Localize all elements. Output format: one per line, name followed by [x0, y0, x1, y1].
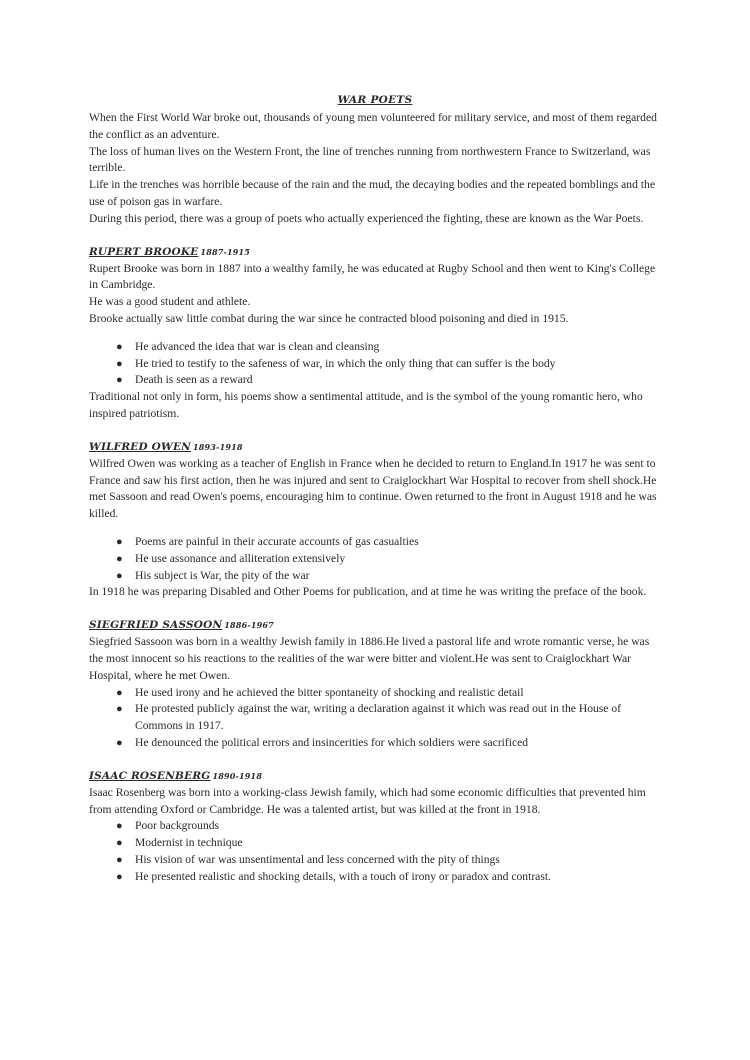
poet-name-rosenberg: ISAAC ROSENBERG [89, 769, 211, 782]
bullet-icon: ● [116, 552, 123, 565]
list-item [116, 372, 661, 389]
section-heading-sassoon [89, 617, 661, 634]
sassoon-paragraph-1: Siegfried Sassoon was born in a wealthy Jewish family in 1886.He lived a pastoral life and wrote romantic verse, he was the most innocent so his reactions to the realities of the war were bitter and violent.He was sent to Craiglockhart War Hospital, where he met Owen. [89, 635, 650, 682]
poet-name-brooke: RUPERT BROOKE [89, 245, 199, 258]
list-item [116, 356, 661, 373]
brooke-paragraph-1: Rupert Brooke was born in 1887 into a wealthy family, he was educated at Rugby School and then went to King's College in Cambridge. [89, 261, 656, 292]
sassoon-bullet-list [89, 685, 661, 752]
list-item [116, 568, 661, 585]
intro-paragraph-1: When the First World War broke out, thousands of young men volunteered for military service, and most of them regarded the conflict as an adventure. [89, 111, 657, 141]
brooke-paragraph-2: He was a good student and athlete. [89, 295, 251, 309]
list-item [116, 339, 661, 356]
list-item-text: Poor backgrounds [135, 819, 220, 833]
list-item-text: His subject is War, the pity of the war [135, 568, 310, 582]
poet-years-brooke: 1887-1915 [200, 246, 251, 257]
spacer [89, 752, 661, 768]
list-item [116, 818, 661, 835]
list-item-text: He presented realistic and shocking details, with a touch of irony or paradox and contrast. [135, 869, 551, 883]
poet-years-sassoon: 1886-1967 [224, 620, 274, 631]
list-item-text: He advanced the idea that war is clean and cleansing [135, 339, 380, 353]
rosenberg-bullet-list [89, 818, 661, 885]
owen-closing-paragraph: In 1918 he was preparing Disabled and Other Poems for publication, and at time he was writing the preface of the book. [89, 585, 647, 599]
spacer [89, 423, 661, 439]
owen-bullet-list [89, 534, 661, 584]
spacer [89, 228, 661, 244]
spacer [89, 328, 661, 339]
rosenberg-paragraph-1: Isaac Rosenberg was born into a working-class Jewish family, which had some economic difficulties that prevented him from attending Oxford or Cambridge. He was a talented artist, but was killed at the front in 1918. [89, 785, 646, 816]
brooke-bullet-list [89, 339, 661, 389]
poet-name-sassoon: SIEGFRIED SASSOON [89, 619, 223, 632]
list-item-text: Poems are painful in their accurate accounts of gas casualties [135, 534, 419, 548]
bullet-icon: ● [116, 686, 123, 699]
poet-name-owen: WILFRED OWEN [89, 440, 191, 453]
list-item-text: His vision of war was unsentimental and less concerned with the pity of things [135, 852, 500, 866]
intro-paragraph-4: During this period, there was a group of poets who actually experienced the fighting, these are known as the War Poets. [89, 211, 644, 225]
list-item [116, 551, 661, 568]
section-heading-brooke [89, 244, 661, 261]
spacer [89, 601, 661, 617]
spacer [89, 523, 661, 534]
bullet-icon: ● [116, 837, 123, 850]
bullet-icon: ● [116, 820, 123, 833]
section-heading-owen [89, 439, 661, 456]
brooke-closing-paragraph: Traditional not only in form, his poems show a sentimental attitude, and is the symbol of the young romantic hero, who inspired patriotism. [89, 390, 643, 420]
list-item-text: He used irony and he achieved the bitter spontaneity of shocking and realistic detail [135, 685, 524, 699]
list-item-text: He tried to testify to the safeness of war, in which the only thing that can suffer is the body [135, 356, 556, 370]
list-item-text: Death is seen as a reward [135, 373, 253, 387]
bullet-icon: ● [116, 703, 123, 716]
list-item [116, 869, 661, 886]
brooke-paragraph-3: Brooke actually saw little combat during the war since he contracted blood poisoning and died in 1915. [89, 311, 569, 325]
poet-years-rosenberg: 1890-1918 [212, 770, 263, 781]
poet-years-owen: 1893-1918 [192, 441, 243, 452]
intro-paragraph-3: Life in the trenches was horrible because of the rain and the mud, the decaying bodies and the repeated bomblings and the use of poison gas in warfare. [89, 178, 655, 208]
list-item-text: He use assonance and alliteration extensively [135, 551, 346, 565]
bullet-icon: ● [116, 374, 123, 387]
intro-paragraph-2: The loss of human lives on the Western Front, the line of trenches running from northwestern France to Switzerland, was terrible. [89, 144, 651, 175]
bullet-icon: ● [116, 736, 123, 749]
document-title: WAR POETS [337, 94, 413, 106]
owen-paragraph-1: Wilfred Owen was working as a teacher of English in France when he decided to return to England.In 1917 he was sent to France and saw his first action, then he was injured and sent to Craiglockhart War Hospital to recover from shell shock.He met Sassoon and read Owen's poems, encouraging him to continue. Owen returned to the front in August 1918 and he was killed. [89, 456, 657, 521]
bullet-icon: ● [116, 853, 123, 866]
document-page [89, 92, 661, 885]
list-item [116, 835, 661, 852]
list-item-text: He protested publicly against the war, writing a declaration against it which was read out in the House of Commons in 1917. [135, 702, 622, 733]
bullet-icon: ● [116, 569, 123, 582]
list-item [116, 852, 661, 869]
bullet-icon: ● [116, 870, 123, 883]
bullet-icon: ● [116, 357, 123, 370]
list-item-text: Modernist in technique [135, 836, 243, 850]
section-heading-rosenberg [89, 768, 661, 785]
bullet-icon: ● [116, 340, 123, 353]
list-item [116, 735, 661, 752]
list-item [116, 685, 661, 702]
list-item [116, 701, 661, 735]
bullet-icon: ● [116, 535, 123, 548]
list-item [116, 534, 661, 551]
list-item-text: He denounced the political errors and insincerities for which soldiers were sacrificed [135, 735, 529, 749]
